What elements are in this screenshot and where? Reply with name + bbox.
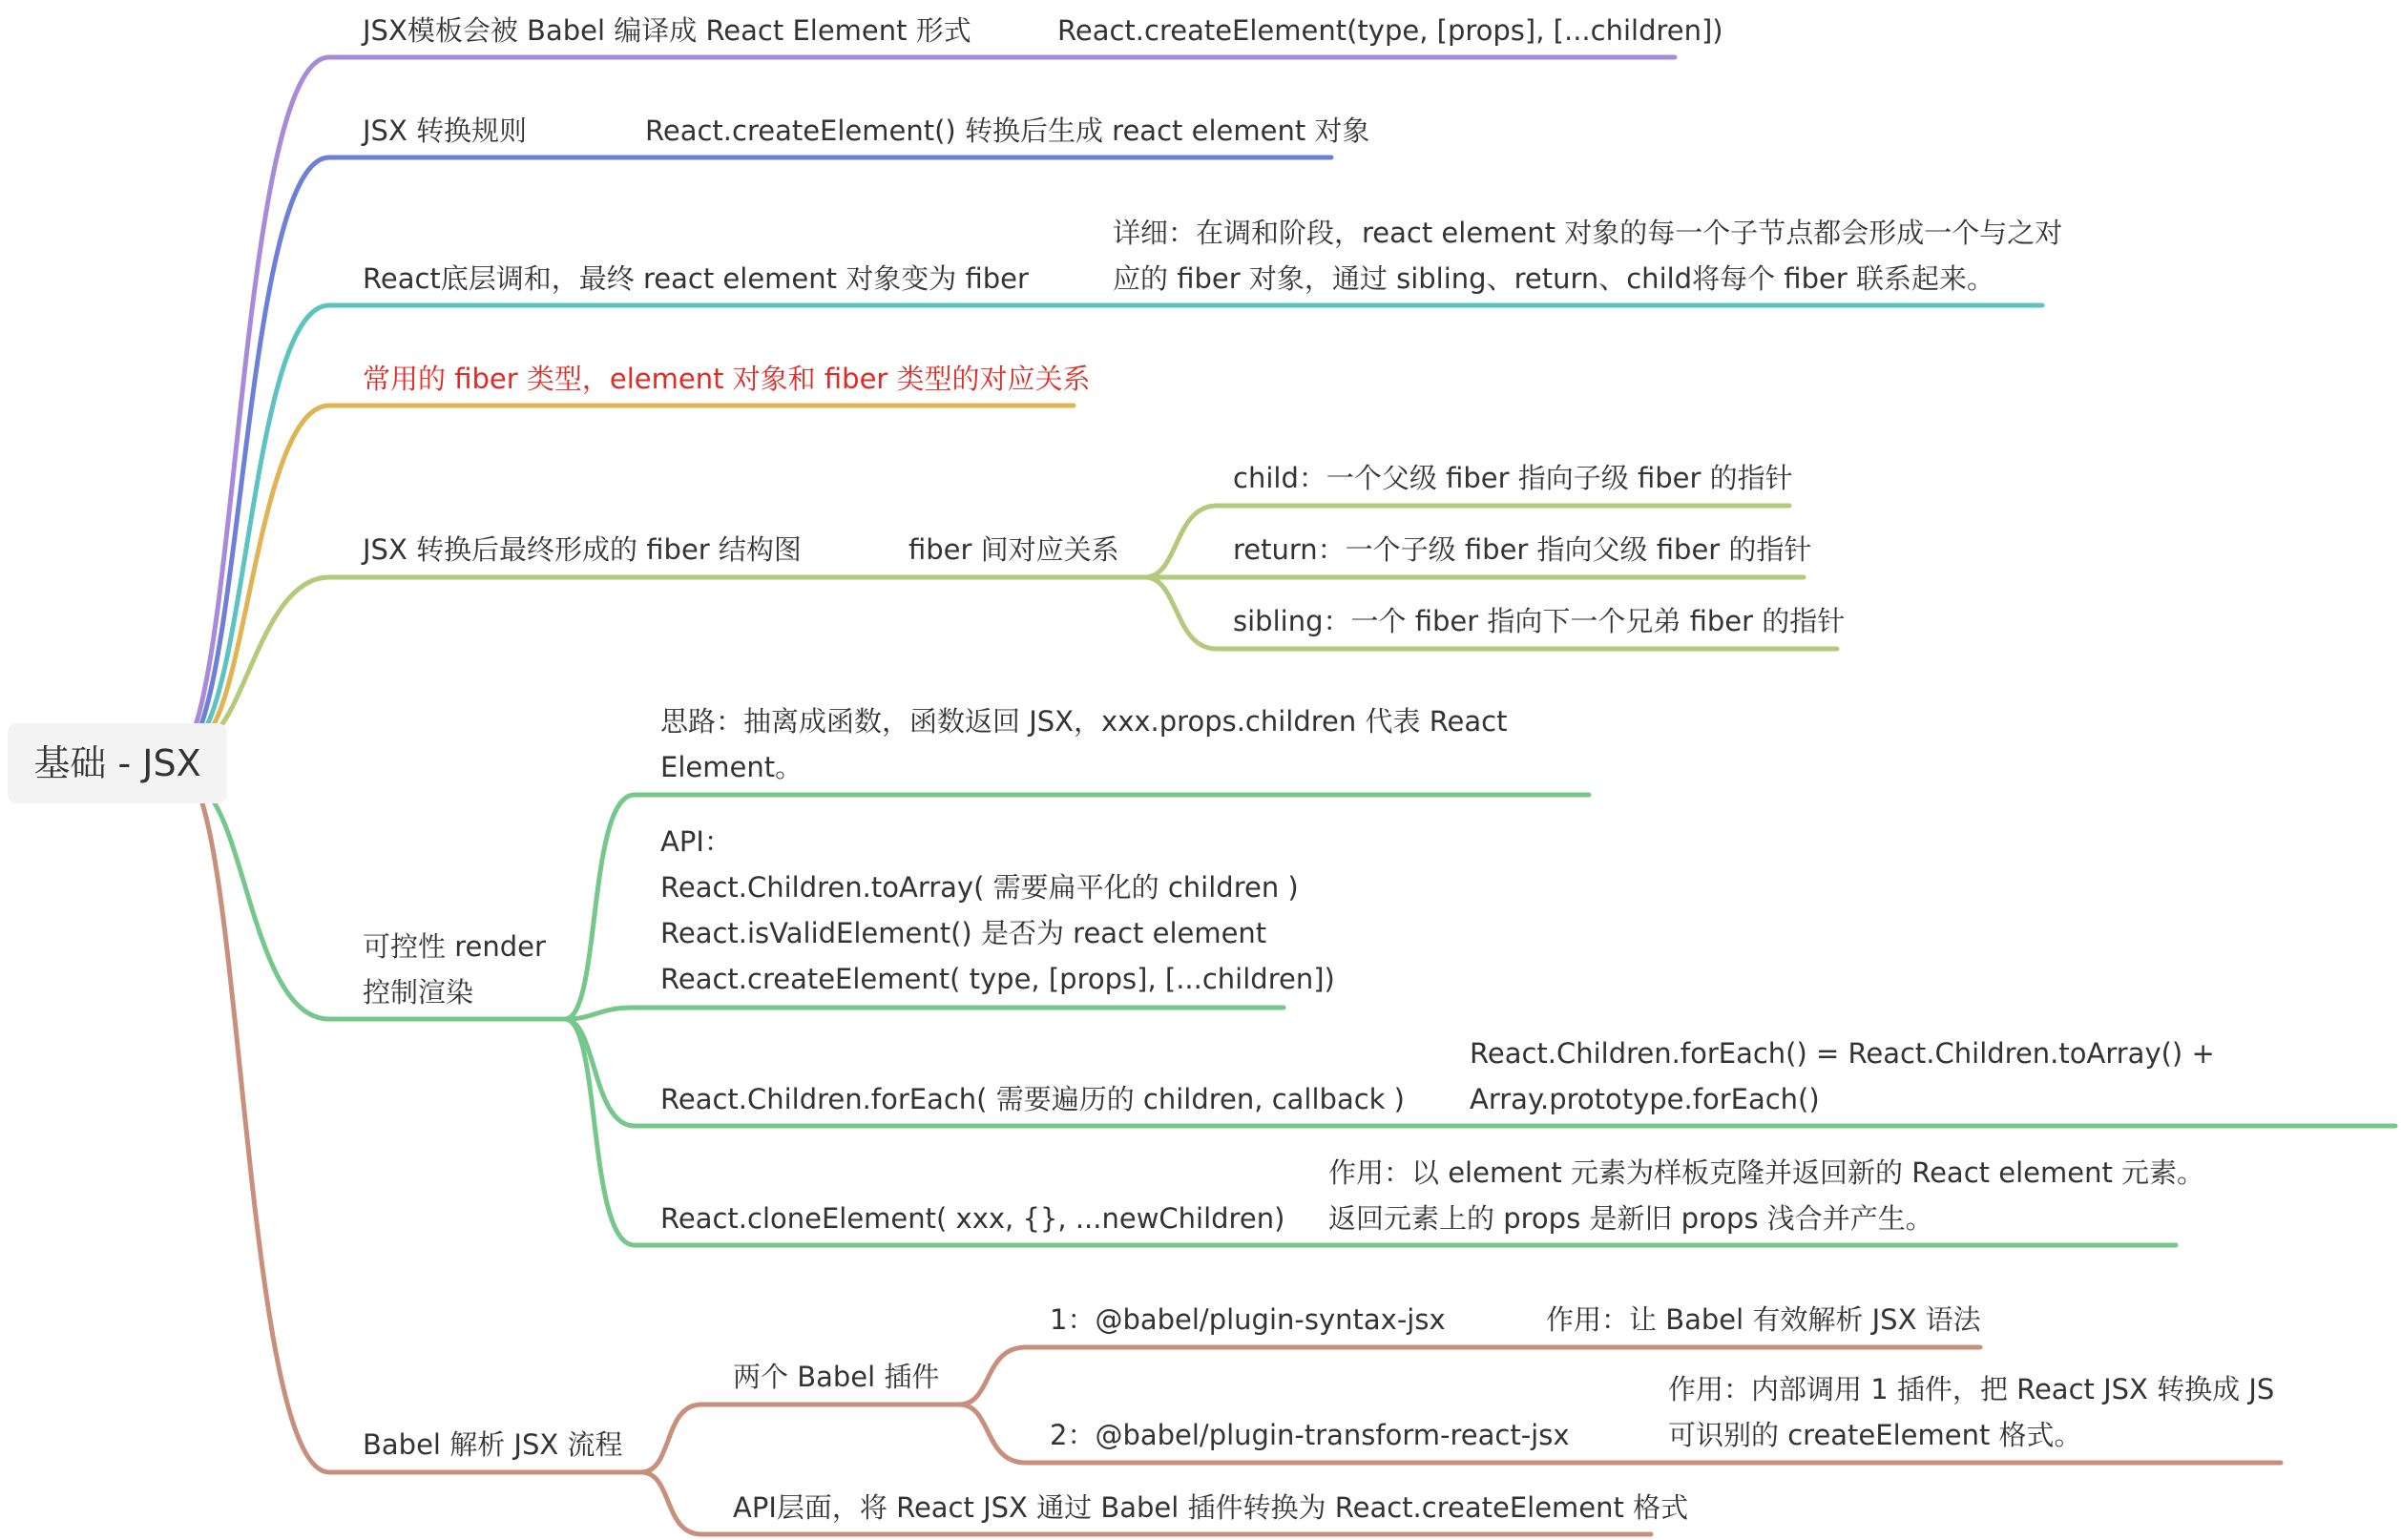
branch-b5-child-child[interactable]: child：一个父级 fiber 指向子级 fiber 的指针 [1233,462,1793,494]
branch-b6-foreach[interactable]: React.Children.forEach( 需要遍历的 children, callback ) [660,1083,1405,1115]
branch-b3-label[interactable]: React底层调和，最终 react element 对象变为 fiber [363,262,1029,295]
branch-b7-plugin2-note-line2[interactable]: 可识别的 createElement 格式。 [1668,1419,2082,1451]
branch-b1-label[interactable]: JSX模板会被 Babel 编译成 React Element 形式 [363,14,971,47]
branch-b6-clone-note-line2[interactable]: 返回元素上的 props 是新旧 props 浅合并产生。 [1328,1202,1933,1235]
branch-b7-sub2[interactable]: API层面，将 React JSX 通过 Babel 插件转换为 React.createElement 格式 [733,1491,1689,1524]
connector-b6-c2 [565,1008,1284,1019]
branch-b6-idea-line1[interactable]: 思路：抽离成函数，函数返回 JSX，xxx.props.children 代表 React [660,705,1508,738]
branch-b6-api-line2[interactable]: React.Children.toArray( 需要扁平化的 children ) [660,871,1299,904]
branch-b6-idea-line2[interactable]: Element。 [660,751,804,783]
branch-b7-plugin2-note-line1[interactable]: 作用：内部调用 1 插件，把 React JSX 转换成 JS [1668,1373,2275,1405]
branch-b5-child-return[interactable]: return：一个子级 fiber 指向父级 fiber 的指针 [1233,533,1812,566]
branch-b3-note-line2[interactable]: 应的 fiber 对象，通过 sibling、return、child将每个 fiber 联系起来。 [1113,262,1994,295]
branch-b6-api-line1[interactable]: API： [660,825,732,858]
branch-b7-plugin1-note[interactable]: 作用：让 Babel 有效解析 JSX 语法 [1546,1303,1981,1336]
branch-b6-clone-note-line1[interactable]: 作用：以 element 元素为样板克隆并返回新的 React element 元素。 [1328,1156,2205,1189]
connector-b7-sub1 [641,1405,959,1472]
branch-b5-label[interactable]: JSX 转换后最终形成的 fiber 结构图 [363,533,802,566]
branch-b1-note[interactable]: React.createElement(type, [props], [...children]) [1057,14,1723,47]
branch-b5-sub[interactable]: fiber 间对应关系 [908,533,1119,566]
branch-b2-label[interactable]: JSX 转换规则 [363,114,528,147]
branch-b2-note[interactable]: React.createElement() 转换后生成 react element 对象 [645,114,1370,147]
branch-b3-note-line1[interactable]: 详细：在调和阶段，react element 对象的每一个子节点都会形成一个与之对 [1113,217,2063,249]
branch-b6-api-line4[interactable]: React.createElement( type, [props], [...children]) [660,963,1335,995]
branch-b6-clone[interactable]: React.cloneElement( xxx, {}, ...newChildren) [660,1202,1285,1235]
branch-b7-sub1[interactable]: 两个 Babel 插件 [733,1361,940,1393]
branch-b6-foreach-note-line1[interactable]: React.Children.forEach() = React.Children.toArray() + [1470,1037,2215,1070]
branch-b4-label[interactable]: 常用的 fiber 类型，element 对象和 fiber 类型的对应关系 [363,363,1091,395]
branch-b6-label-line1[interactable]: 可控性 render [363,930,546,963]
branch-b7-plugin2[interactable]: 2：@babel/plugin-transform-react-jsx [1050,1419,1570,1451]
connector-b7 [202,803,641,1472]
branch-b7-plugin1[interactable]: 1：@babel/plugin-syntax-jsx [1050,1303,1446,1336]
branch-b5-child-sibling[interactable]: sibling：一个 fiber 指向下一个兄弟 fiber 的指针 [1233,605,1846,637]
branch-b6-api-line3[interactable]: React.isValidElement() 是否为 react element [660,917,1267,949]
branch-b6-label-line2[interactable]: 控制渲染 [363,976,474,1009]
branch-b6-foreach-note-line2[interactable]: Array.prototype.forEach() [1470,1083,1820,1115]
branch-b7-label[interactable]: Babel 解析 JSX 流程 [363,1428,623,1461]
root-node[interactable]: 基础 - JSX [8,723,227,803]
